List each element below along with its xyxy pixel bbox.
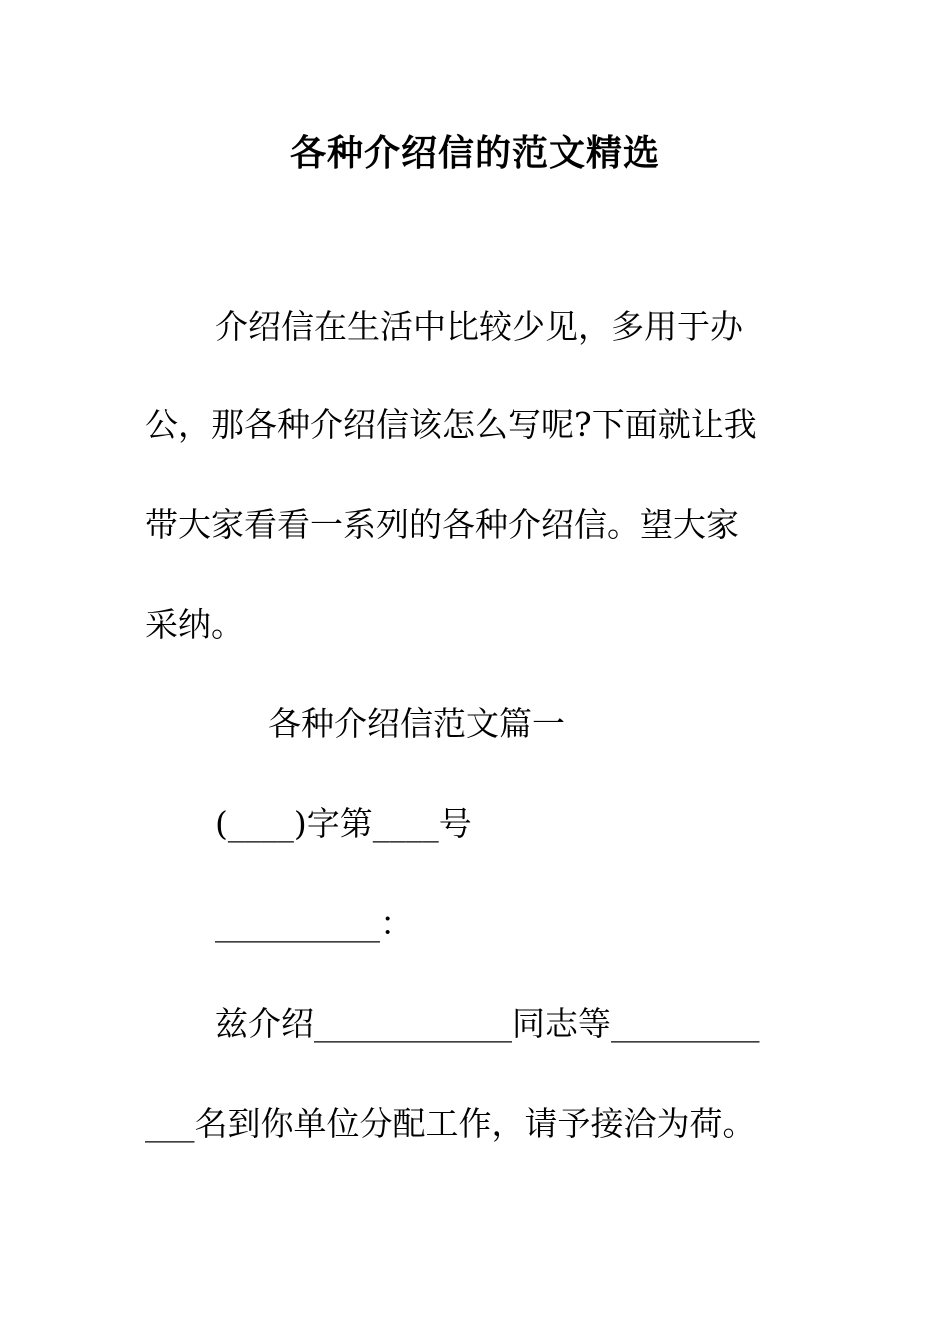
body-line-2: ___名到你单位分配工作，请予接洽为荷。 xyxy=(145,1104,756,1143)
body-line-1: 兹介绍____________同志等_________ xyxy=(215,1004,760,1043)
document-title: 各种介绍信的范文精选 xyxy=(289,132,660,174)
recipient-line: __________： xyxy=(215,904,413,943)
reference-number-line: (____)字第____号 xyxy=(215,804,472,843)
section-heading: 各种介绍信范文篇一 xyxy=(268,704,565,743)
intro-line-1: 介绍信在生活中比较少见，多用于办 xyxy=(215,307,743,346)
intro-line-4: 采纳。 xyxy=(145,605,244,644)
intro-line-3: 带大家看看一系列的各种介绍信。望大家 xyxy=(145,505,739,544)
intro-line-2: 公，那各种介绍信该怎么写呢?下面就让我 xyxy=(145,405,757,444)
